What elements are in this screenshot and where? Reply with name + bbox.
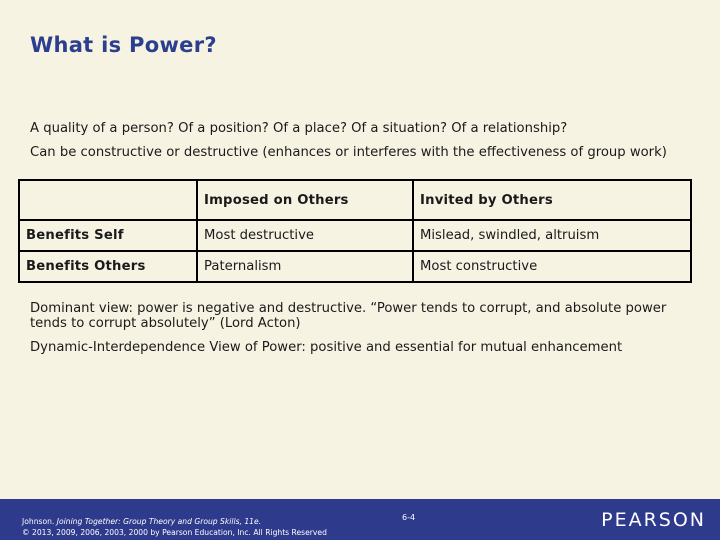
footer-author: Johnson. <box>22 517 57 526</box>
footer-book-line <box>22 516 327 527</box>
table-corner-cell <box>19 180 197 220</box>
bullet-dominant-view: Dominant view: power is negative and destructive. “Power tends to corrupt, and absolute power tends to corrupt absolutely” (Lord Acton) <box>30 301 667 331</box>
header-imposed-on-others: Imposed on Others <box>197 180 413 220</box>
header-invited-by-others: Invited by Others <box>413 180 691 220</box>
table-cell: Mislead, swindled, altruism <box>413 220 691 251</box>
bullet-quality: A quality of a person? Of a position? Of a place? Of a situation? Of a relationship? <box>30 121 568 136</box>
table-header-row <box>19 180 691 220</box>
table-cell: Most destructive <box>197 220 413 251</box>
page-number: 6-4 <box>402 513 416 522</box>
footer-copyright: © 2013, 2009, 2006, 2003, 2000 by Pearson Education, Inc. All Rights Reserved <box>22 528 327 537</box>
power-table <box>18 179 692 283</box>
pearson-logo: PEARSON <box>601 509 706 531</box>
table-cell: Most constructive <box>413 251 691 282</box>
row-label-benefits-self: Benefits Self <box>19 220 197 251</box>
row-label-benefits-others: Benefits Others <box>19 251 197 282</box>
slide-title: What is Power? <box>30 33 217 57</box>
table-cell: Paternalism <box>197 251 413 282</box>
footer-bar <box>0 499 720 540</box>
table-row <box>19 251 691 282</box>
bullet-dynamic-view: Dynamic-Interdependence View of Power: positive and essential for mutual enhancement <box>30 340 623 355</box>
footer-book-title: Joining Together: Group Theory and Group Skills, 11e. <box>56 517 262 526</box>
bullet-constructive: Can be constructive or destructive (enhances or interferes with the effectiveness of group work) <box>30 145 667 160</box>
table-row <box>19 220 691 251</box>
footer-citation <box>22 516 327 538</box>
